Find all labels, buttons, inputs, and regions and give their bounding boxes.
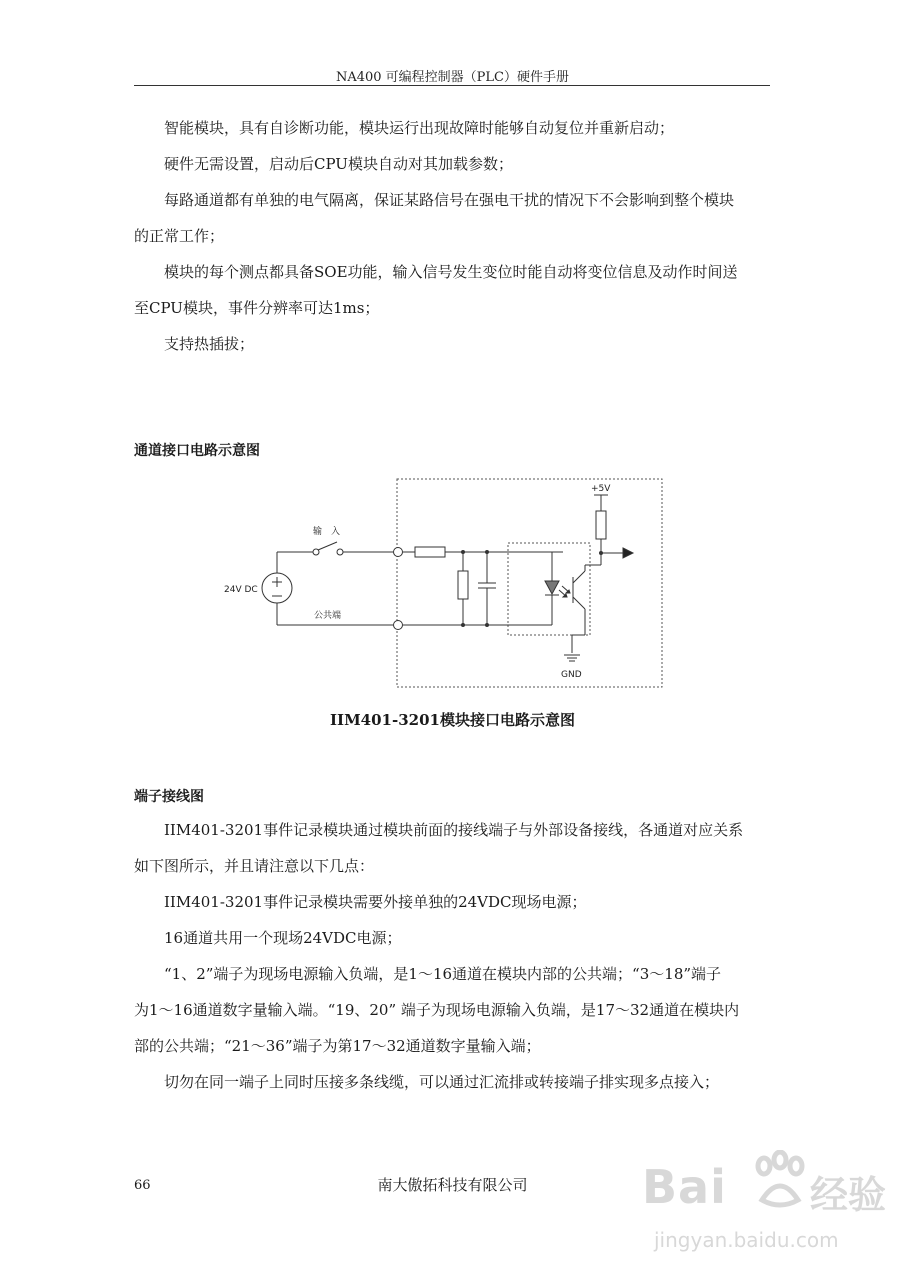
text-line: “1、2”端子为现场电源输入负端，是1～16通道在模块内部的公共端；“3～18”端子 — [134, 965, 722, 983]
text-line: 智能模块，具有自诊断功能，模块运行出现故障时能够自动复位并重新启动； — [134, 119, 675, 137]
junction-dot — [485, 550, 489, 554]
text-line: 每路通道都有单独的电气隔离，保证某路信号在强电干扰的情况下不会影响到整个模块 — [134, 191, 735, 209]
terminal-input — [394, 548, 403, 557]
paw-icon — [750, 1150, 810, 1214]
page-number: 66 — [134, 1178, 151, 1193]
label-5v: +5V — [591, 484, 611, 494]
transistor-collector — [573, 571, 585, 583]
label-24vdc: 24V DC — [224, 585, 258, 595]
terminal-common — [394, 621, 403, 630]
output-arrow — [623, 548, 633, 558]
text-line: 支持热插拔； — [134, 335, 255, 353]
paragraph-self-diagnosis — [134, 110, 774, 146]
paragraph-isolation — [134, 182, 774, 254]
paragraph-terminal-intro — [134, 812, 774, 884]
paragraph-wiring-caution — [134, 1064, 774, 1100]
footer-company: 南大傲拓科技有限公司 — [377, 1176, 528, 1194]
header-rule — [134, 85, 770, 86]
junction-dot — [461, 550, 465, 554]
pullup-resistor — [596, 511, 606, 539]
transistor-emitter — [573, 597, 585, 609]
switch-contact — [337, 549, 343, 555]
label-input: 输 入 — [313, 527, 341, 537]
watermark-url: jingyan.baidu.com — [654, 1228, 839, 1252]
junction-dot — [485, 623, 489, 627]
text-line: 部的公共端；“21～36”端子为第17～32通道数字量输入端； — [134, 1037, 541, 1055]
junction-dot — [599, 551, 603, 555]
figure-caption: IIM401-3201模块接口电路示意图 — [330, 711, 575, 729]
baidu-watermark — [632, 1150, 892, 1270]
switch-blade — [318, 542, 337, 550]
input-resistor — [415, 547, 445, 557]
section-heading-terminal: 端子接线图 — [134, 789, 204, 805]
text-line: 如下图所示，并且请注意以下几点： — [134, 857, 375, 875]
text-line: 为1～16通道数字量输入端。“19、20” 端子为现场电源输入负端，是17～32通道在模块内 — [134, 1001, 740, 1019]
paragraph-hot-swap — [134, 326, 774, 362]
label-common: 公共端 — [314, 611, 342, 621]
paragraph-external-power — [134, 884, 774, 920]
text-line: IIM401-3201事件记录模块通过模块前面的接线端子与外部设备接线，各通道对应关系 — [134, 821, 744, 839]
text-line: 至CPU模块，事件分辨率可达1ms； — [134, 299, 380, 317]
paragraph-no-setup — [134, 146, 774, 182]
section-heading-circuit: 通道接口电路示意图 — [134, 443, 260, 459]
text-line: 切勿在同一端子上同时压接多条线缆，可以通过汇流排或转接端子排实现多点接入； — [134, 1073, 720, 1091]
text-line: 16通道共用一个现场24VDC电源； — [134, 929, 402, 947]
text-line: IIM401-3201事件记录模块需要外接单独的24VDC现场电源； — [134, 893, 587, 911]
paragraph-terminal-mapping — [134, 956, 774, 1064]
paragraph-soe — [134, 254, 774, 326]
circuit-diagram — [215, 473, 675, 698]
paragraph-shared-power — [134, 920, 774, 956]
text-line: 模块的每个测点都具备SOE功能，输入信号发生变位时能自动将变位信息及动作时间送 — [134, 263, 738, 281]
shunt-resistor — [458, 571, 468, 599]
watermark-suffix: 经验 — [810, 1173, 887, 1217]
junction-dot — [461, 623, 465, 627]
text-line: 硬件无需设置，启动后CPU模块自动对其加载参数； — [134, 155, 513, 173]
label-gnd: GND — [561, 670, 582, 680]
module-boundary — [397, 479, 662, 687]
header-title: NA400 可编程控制器（PLC）硬件手册 — [335, 70, 570, 85]
text-line: 的正常工作； — [134, 227, 225, 245]
led-diode — [545, 581, 559, 594]
watermark-brand: Bai — [642, 1160, 727, 1214]
